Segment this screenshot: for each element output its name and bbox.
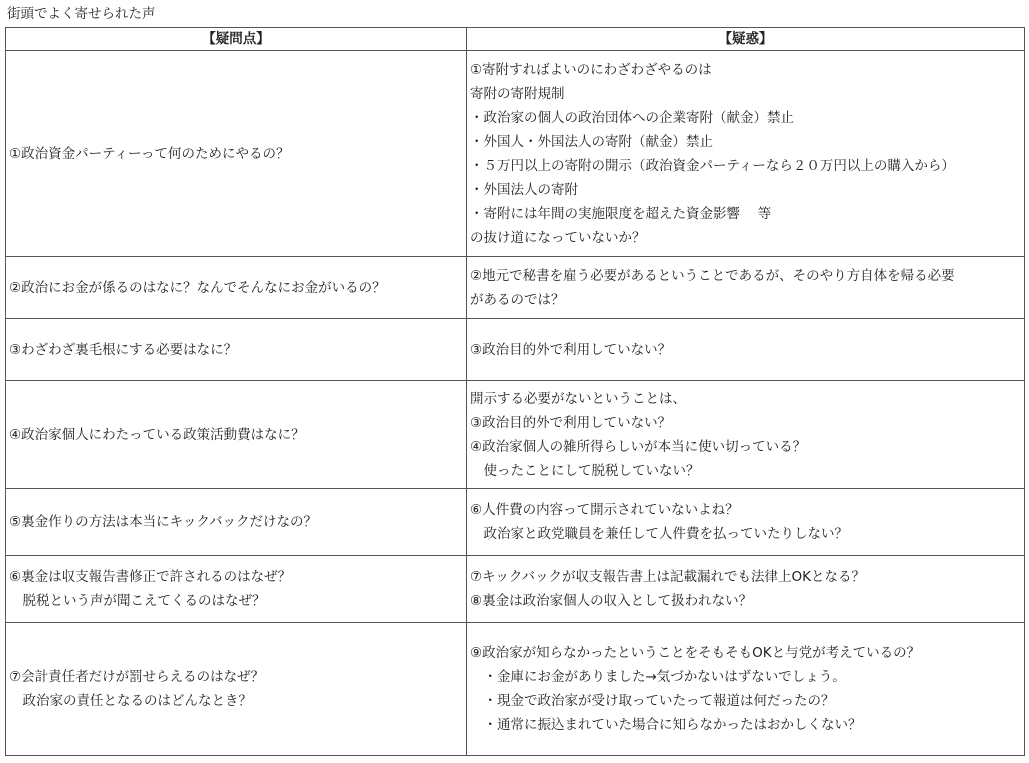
question-cell bbox=[6, 51, 467, 257]
suspicion-cell bbox=[467, 623, 1025, 756]
question-cell bbox=[6, 623, 467, 756]
cell-line: ⑤裏金作りの方法は本当にキックバックだけなの？ bbox=[9, 514, 318, 530]
cell-line: があるのでは？ bbox=[470, 291, 565, 308]
table-row bbox=[6, 319, 1025, 381]
cell-line: ④政治家個人にわたっている政策活動費はなに？ bbox=[9, 426, 305, 443]
cell-line: ②地元で秘書を雇う必要があるということであるが、そのやり方自体を帰る必要 bbox=[470, 267, 955, 284]
cell-line: ⑥人件費の内容って開示されていないよね？ bbox=[470, 502, 739, 518]
question-cell bbox=[6, 556, 467, 623]
cell-line: ・５万円以上の寄附の開示（政治資金パーティーなら２０万円以上の購入から） bbox=[470, 157, 955, 174]
cell-line: ・外国法人の寄附 bbox=[470, 181, 578, 198]
cell-line: の抜け道になっていないか？ bbox=[470, 229, 646, 246]
table-row bbox=[6, 381, 1025, 489]
cell-line: ⑦会計責任者だけが罰せらえるのはなぜ？ bbox=[9, 669, 265, 685]
suspicion-cell bbox=[467, 51, 1025, 257]
cell-line: 政治家と政党職員を兼任して人件費を払っていたりしない？ bbox=[470, 526, 848, 542]
cell-line: ・通常に振込まれていた場合に知らなかったはおかしくない？ bbox=[470, 717, 862, 733]
cell-line: ⑥裏金は収支報告書修正で許されるのはなぜ？ bbox=[9, 569, 292, 585]
cell-line: ④政治家個人の雑所得らしいが本当に使い切っている？ bbox=[470, 438, 807, 455]
header-row bbox=[6, 28, 1025, 51]
cell-line: ①寄附すればよいのにわざわざやるのは bbox=[470, 61, 712, 78]
table-row bbox=[6, 51, 1025, 257]
question-cell bbox=[6, 381, 467, 489]
suspicion-cell bbox=[467, 381, 1025, 489]
cell-line: ・現金で政治家が受け取っていたって報道は何だったの？ bbox=[470, 693, 835, 709]
cell-line: ③わざわざ裏毛根にする必要はなに？ bbox=[9, 341, 238, 358]
cell-line: 政治家の責任となるのはどんなとき？ bbox=[9, 693, 252, 709]
table-row bbox=[6, 257, 1025, 319]
cell-line: ②政治にお金が係るのはなに？なんでそんなにお金がいるの？ bbox=[9, 279, 386, 296]
suspicion-cell bbox=[467, 319, 1025, 381]
header-suspicion: 【疑惑】 bbox=[467, 28, 1025, 51]
cell-line: ①政治資金パーティーって何のためにやるの？ bbox=[9, 145, 290, 162]
question-cell bbox=[6, 319, 467, 381]
header-question: 【疑問点】 bbox=[6, 28, 467, 51]
qa-table bbox=[5, 27, 1025, 756]
cell-line: ・政治家の個人の政治団体への企業寄附（献金）禁止 bbox=[470, 109, 794, 126]
cell-line: ⑧裏金は政治家個人の収入として扱われない？ bbox=[470, 593, 753, 609]
table-row bbox=[6, 556, 1025, 623]
cell-line: 開示する必要がないということは、 bbox=[470, 390, 686, 407]
cell-line: ・寄附には年間の実施限度を超えた資金影響 等 bbox=[470, 205, 772, 222]
cell-line: 脱税という声が聞こえてくるのはなぜ？ bbox=[9, 593, 266, 609]
cell-line: ③政治目的外で利用していない？ bbox=[470, 414, 672, 431]
cell-line: ・外国人・外国法人の寄附（献金）禁止 bbox=[470, 133, 713, 150]
cell-line: 使ったことにして脱税していない？ bbox=[470, 462, 700, 479]
cell-line: ⑨政治家が知らなかったということをそもそもOKと与党が考えているの？ bbox=[470, 645, 921, 661]
suspicion-cell bbox=[467, 489, 1025, 556]
table-row bbox=[6, 489, 1025, 556]
cell-line: ・金庫にお金がありました→気づかないはずないでしょう。 bbox=[470, 669, 846, 685]
suspicion-cell bbox=[467, 556, 1025, 623]
question-cell bbox=[6, 489, 467, 556]
cell-line: 寄附の寄附規制 bbox=[470, 85, 565, 102]
sheet-title: 街頭でよく寄せられた声 bbox=[7, 6, 156, 22]
suspicion-cell bbox=[467, 257, 1025, 319]
question-cell bbox=[6, 257, 467, 319]
table-row bbox=[6, 623, 1025, 756]
cell-line: ⑦キックバックが収支報告書上は記載漏れでも法律上OKとなる？ bbox=[470, 569, 866, 585]
cell-line: ③政治目的外で利用していない？ bbox=[470, 341, 672, 358]
